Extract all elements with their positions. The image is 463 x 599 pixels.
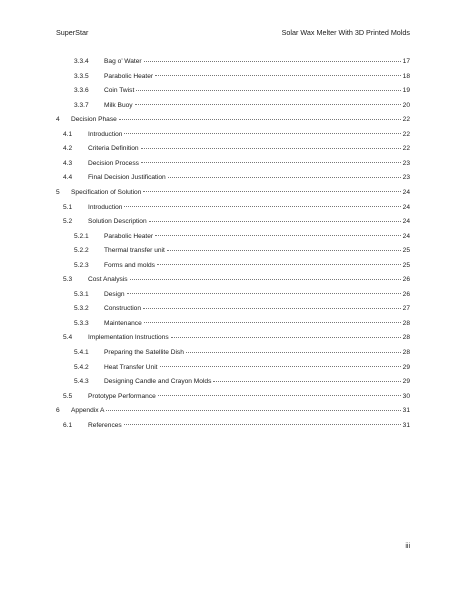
toc-entry-page: 18 (402, 72, 410, 80)
toc-entry-page: 29 (402, 378, 410, 386)
toc-entry-title: Design (104, 290, 125, 298)
toc-entry-page: 30 (402, 392, 410, 400)
toc-dot-leader (106, 410, 400, 411)
toc-entry-page: 31 (402, 421, 410, 429)
toc-entry-title: Thermal transfer unit (104, 247, 165, 255)
toc-dot-leader (167, 250, 401, 251)
toc-entry-page: 26 (402, 276, 410, 284)
toc-entry-title: Forms and molds (104, 261, 155, 269)
toc-entry-number: 4.1 (63, 130, 73, 138)
toc-entry[interactable] (74, 363, 410, 373)
toc-entry[interactable] (63, 217, 410, 227)
toc-entry-number: 4.2 (63, 145, 73, 153)
toc-entry-title: Appendix A (71, 407, 105, 415)
toc-entry-number: 5.2.3 (74, 261, 89, 269)
toc-entry-number: 5 (56, 188, 60, 196)
toc-entry-page: 22 (402, 116, 410, 124)
toc-entry[interactable] (63, 275, 410, 285)
toc-entry-number: 5.2 (63, 218, 73, 226)
toc-entry-page: 28 (402, 319, 410, 327)
toc-entry[interactable] (74, 290, 410, 300)
toc-entry-title: Bag o’ Water (104, 58, 142, 65)
toc-entry-number: 5.3.2 (74, 305, 89, 313)
toc-entry[interactable] (56, 406, 410, 416)
toc-entry-title: Criteria Definition (88, 145, 139, 153)
toc-entry[interactable] (74, 319, 410, 329)
toc-dot-leader (157, 264, 401, 265)
toc-entry-page: 22 (402, 145, 410, 153)
toc-dot-leader (130, 279, 401, 280)
toc-entry-title: Milk Buoy (104, 101, 133, 109)
toc-entry-title: Preparing the Satellite Dish (104, 349, 184, 356)
toc-entry-title: Maintenance (104, 319, 142, 327)
toc-entry-number: 3.3.5 (74, 72, 89, 80)
toc-entry-title: Parabolic Heater (104, 72, 154, 80)
toc-dot-leader (168, 177, 401, 178)
toc-entry-number: 5.4 (63, 334, 73, 342)
toc-entry-title: Decision Process (88, 159, 139, 167)
toc-dot-leader (158, 395, 401, 396)
toc-entry[interactable] (63, 392, 410, 402)
toc-entry-number: 5.2.1 (74, 232, 89, 240)
toc-entry-number: 5.1 (63, 203, 73, 211)
toc-entry-page: 28 (402, 334, 410, 342)
toc-entry-page: 26 (402, 290, 410, 298)
toc-dot-leader (155, 75, 401, 76)
toc-entry-title: Specification of Solution (71, 188, 142, 196)
toc-entry[interactable] (74, 348, 410, 358)
toc-entry-title: Final Decision Justification (88, 174, 166, 182)
toc-entry-page: 27 (402, 305, 410, 313)
toc-entry-page: 31 (402, 407, 410, 415)
toc-entry-title: Heat Transfer Unit (104, 363, 158, 371)
toc-entry-page: 28 (402, 349, 410, 356)
toc-entry[interactable] (63, 333, 410, 343)
toc-dot-leader (124, 133, 400, 134)
toc-entry-page: 20 (402, 101, 410, 109)
toc-dot-leader (136, 90, 400, 91)
toc-entry-number: 4 (56, 116, 60, 124)
toc-entry[interactable] (74, 246, 410, 256)
toc-entry-number: 5.4.2 (74, 363, 89, 371)
toc-entry[interactable] (74, 72, 410, 82)
toc-entry-number: 6 (56, 407, 60, 415)
toc-entry-number: 4.4 (63, 174, 73, 182)
toc-entry-title: Implementation Instructions (88, 334, 169, 342)
toc-dot-leader (155, 235, 401, 236)
toc-entry-number: 3.3.7 (74, 101, 89, 109)
toc-dot-leader (141, 148, 401, 149)
toc-entry[interactable] (74, 101, 410, 111)
toc-entry-title: Introduction (88, 203, 123, 211)
toc-entry[interactable] (56, 188, 410, 198)
footer-page-number: iii (405, 543, 410, 550)
toc-entry-number: 5.3 (63, 276, 73, 284)
toc-dot-leader (135, 104, 401, 105)
toc-entry-page: 24 (402, 218, 410, 226)
toc-dot-leader (213, 381, 400, 382)
toc-entry-title: Coin Twist (104, 87, 135, 95)
toc-entry[interactable] (74, 377, 410, 387)
toc-dot-leader (124, 206, 400, 207)
toc-entry-page: 23 (402, 159, 410, 167)
toc-entry[interactable] (63, 203, 410, 213)
toc-entry-page: 25 (402, 247, 410, 255)
toc-entry-title: Cost Analysis (88, 276, 128, 284)
toc-dot-leader (149, 221, 401, 222)
toc-dot-leader (119, 119, 401, 120)
toc-dot-leader (144, 61, 401, 62)
toc-entry-title: Prototype Performance (88, 392, 156, 400)
toc-entry-number: 3.3.6 (74, 87, 89, 95)
toc-entry-page: 22 (402, 130, 410, 138)
toc-entry[interactable] (74, 304, 410, 314)
page-header-right: Solar Wax Melter With 3D Printed Molds (281, 28, 410, 37)
toc-entry-title: References (88, 421, 122, 429)
toc-dot-leader (141, 162, 401, 163)
toc-entry-page: 19 (402, 87, 410, 95)
toc-entry-number: 5.5 (63, 392, 73, 400)
toc-entry-number: 3.3.4 (74, 58, 89, 65)
toc-entry-number: 5.3.1 (74, 290, 89, 298)
toc-entry-title: Solution Description (88, 218, 147, 226)
toc-entry[interactable] (74, 86, 410, 96)
toc-entry-title: Introduction (88, 130, 123, 138)
toc-entry[interactable] (74, 57, 410, 67)
toc-entry-page: 25 (402, 261, 410, 269)
toc-entry[interactable] (63, 144, 410, 154)
toc-dot-leader (143, 308, 401, 309)
toc-dot-leader (160, 366, 401, 367)
toc-entry-page: 24 (402, 232, 410, 240)
toc-entry[interactable] (74, 261, 410, 271)
toc-entry[interactable] (56, 115, 410, 125)
toc-entry-number: 5.3.3 (74, 319, 89, 327)
toc-dot-leader (144, 322, 401, 323)
toc-entry[interactable] (63, 421, 410, 431)
toc-entry-title: Construction (104, 305, 142, 313)
toc-dot-leader (127, 293, 401, 294)
toc-entry[interactable] (63, 130, 410, 140)
toc-entry-page: 17 (402, 58, 410, 65)
toc-entry[interactable] (63, 173, 410, 183)
toc-entry-number: 5.4.1 (74, 349, 89, 356)
toc-entry-number: 5.2.2 (74, 247, 89, 255)
toc-entry-title: Decision Phase (71, 116, 117, 124)
toc-entry[interactable] (63, 159, 410, 169)
toc-entry-number: 5.4.3 (74, 378, 89, 386)
page-header-left: SuperStar (56, 28, 89, 37)
toc-entry-page: 23 (402, 174, 410, 182)
toc-entry-page: 24 (402, 203, 410, 211)
toc-entry-title: Designing Candle and Crayon Molds (104, 378, 212, 386)
toc-dot-leader (124, 424, 401, 425)
toc-dot-leader (186, 352, 401, 353)
toc-entry-page: 24 (402, 188, 410, 196)
toc-entry-number: 6.1 (63, 421, 73, 429)
toc-dot-leader (143, 191, 400, 192)
toc-entry-page: 29 (402, 363, 410, 371)
toc-entry-number: 4.3 (63, 159, 73, 167)
toc-dot-leader (171, 337, 401, 338)
toc-entry-title: Parabolic Heater (104, 232, 154, 240)
toc-entry[interactable] (74, 232, 410, 242)
